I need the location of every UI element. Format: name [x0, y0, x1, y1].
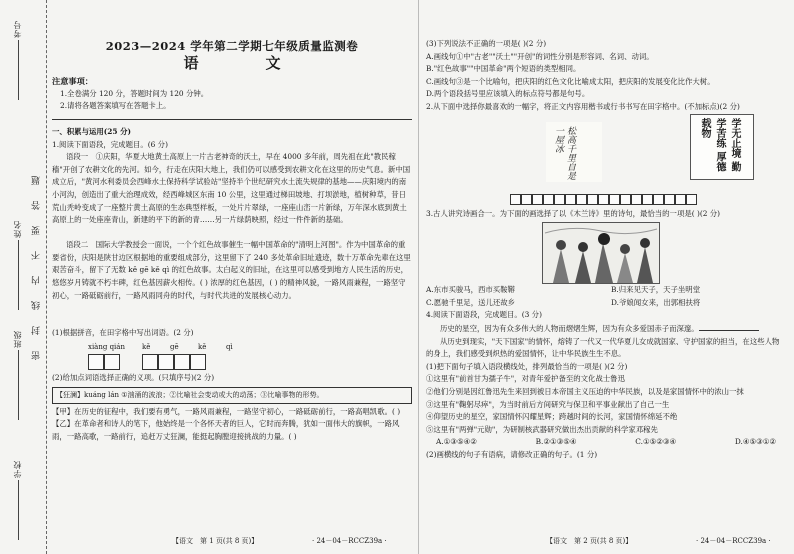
- question-1-1: (1)根据拼音，在田字格中写出词语。(2 分): [52, 328, 194, 338]
- question-1-2: (2)给加点词语选择正确的义项。(只填序号)(2 分): [52, 373, 215, 383]
- question-4-2: (2)画横线的句子有语病，请修改正确的句子。(1 分): [426, 449, 598, 459]
- pinyin-4: kě: [198, 342, 207, 351]
- question-3: 3.古人讲究诗画合一。为下面的画选择了以《木兰诗》里的诗句，最恰当的一项是( )(2 分): [426, 208, 721, 218]
- name-label: 姓名: [13, 220, 22, 238]
- school-label: 学校: [13, 460, 22, 478]
- class-label: 班级: [13, 330, 22, 348]
- mulan-illustration: [542, 222, 660, 284]
- question-1-3: (3)下列说法不正确的一项是( )(2 分): [426, 39, 547, 48]
- pinyin-3: gē: [170, 342, 179, 351]
- q4-item-2: ②他们分别是因红鲁迅先生来回到被日本帝国主义压迫的中华民族，以及是家国情怀中的浓山一抹: [426, 386, 744, 396]
- question-4-1: (1)把下面句子填入语段横线处，排列最恰当的一项是( )(2 分): [426, 361, 628, 371]
- q4-option-b: B.②①③⑤④: [535, 437, 577, 447]
- calligraphy-left: [546, 122, 602, 182]
- calligraphy-right: [690, 114, 754, 180]
- binding-strip: [0, 0, 47, 554]
- example-yi: 【乙】在革命者和诗人的笔下，他始终是一个各怀天者的巨人，它时而奔腾，犹如一面伟大的旗帜，一路风雨，一路高歌，一路前行，追赶万丈狂澜，能挺起胸膛迎接挑战的力量。( ): [52, 419, 400, 441]
- q4-item-1: ①这里有"前首甘为孺子牛"，对青年爱护备至的文化战士鲁迅: [426, 374, 625, 384]
- section-1-heading: 一、积累与运用(25 分): [52, 126, 131, 136]
- q3-option-d: D.两个语段括号里应该填入的标点符号都是句号。: [426, 89, 590, 99]
- q3main-option-d: D.爷娘闻女来，出郭相扶将: [611, 297, 701, 307]
- tianzige-row[interactable]: [88, 354, 412, 370]
- tianzige-group-1[interactable]: [88, 354, 120, 370]
- q3main-option-b: B.归来见天子，天子坐明堂: [611, 285, 701, 295]
- notice-2: 2.请将各题答案填写在答题卡上。: [60, 101, 171, 111]
- name-line: [18, 240, 19, 310]
- pinyin-row: [88, 341, 412, 354]
- q4-item-4: ④仰望历史的星空，家国情怀闪耀星辉；跨越时间的长河，家国情怀绵延不绝: [426, 412, 678, 422]
- left-page: [52, 0, 412, 554]
- calligraphy-left-text: 松高千里自是一屋冰: [553, 125, 575, 180]
- answer-blank[interactable]: [699, 322, 759, 331]
- seal-warning: 密封线内不要答题: [32, 160, 42, 360]
- exam-no-label: 考号: [13, 20, 22, 38]
- right-page: [426, 0, 786, 554]
- notice-1: 1.全卷满分 120 分，答题时间为 120 分钟。: [60, 88, 209, 98]
- pinyin-1: xiàng qián: [88, 342, 125, 351]
- q3-option-a: A.画线句①中"古老""沃土""开创"的词性分别是形容词、名词、动词。: [426, 51, 654, 61]
- page-2-code: · 24－04－RCCZ39a ·: [696, 537, 771, 546]
- q4-option-a: A.①③⑤④②: [436, 437, 477, 447]
- question-3-options: [426, 284, 786, 309]
- illustration-area: [426, 220, 786, 284]
- passage-1: 语段一 ①庆阳，华夏大地黄土高原上一片古老神奇的沃土，早在 4000 多年前，周先祖在此"教民稼穑"开创了农耕文化的先河。如今，行走在庆阳大地上，我们仍可以感受到农耕文化在这里的历史气息。新中国成立后，"黄河水利委员会西峰水土保持科学试验站"坚持半个世纪研究水土流失规律的基地——庆阳境内的南小河沟，创造出了重大治理成效，经西峰城区东南 10 公里，这里通过梯田坡地、打坝淤地，植树种草，昔日荒山秃岭变成了一座整片黄土高原的生态典型样板，一处片片翠绿，一座座山峦一片新绿，万年深水底到黄土高原上的一处座座青山，新建的平下的新的青……另一片绿荫映照，经过一件件新的基础。: [52, 152, 411, 225]
- divider: [52, 119, 412, 120]
- page-2-footer: 【语文 第 2 页(共 8 页)】: [546, 537, 633, 546]
- q3main-option-a: A.东市买骏马，西市买鞍鞯: [426, 285, 515, 295]
- crowd-drawing-icon: [543, 223, 659, 283]
- q3-option-b: B."红色故事""中国革命"两个短语的类型相同。: [426, 64, 581, 74]
- writing-grid[interactable]: [510, 194, 697, 205]
- notice-heading: 注意事项：: [52, 76, 93, 87]
- q3main-option-c: C.愿驰千里足，送儿还故乡: [426, 297, 516, 307]
- q3-option-c: C.画线句③是一个比喻句，把庆阳的红色文化比喻成太阳，把庆阳的发展变化比作大树。: [426, 76, 715, 86]
- question-1: 1.阅读下面语段，完成题目。(6 分): [52, 139, 168, 149]
- tianzige-group-2[interactable]: [142, 354, 206, 370]
- example-jia: 【甲】在历史的征程中，我们要有勇气，一路风雨兼程，一路坚守初心，一路砥砺前行，一路高唱凯歌。( ): [52, 406, 401, 416]
- q4-passage-2: 从历史到现实，"天下国家"的情怀，熔铸了一代又一代华夏儿女成就国家、守护国家的担当，在这些人物的身上，我们感受到炽热的爱国情怀，让中华民族生生不息。: [426, 336, 780, 359]
- question-4: 4.阅读下面语段，完成题目。(3 分): [426, 310, 542, 320]
- pinyin-2: kě: [142, 342, 151, 351]
- class-line: [18, 350, 19, 420]
- school-line: [18, 480, 19, 540]
- q4-item-5: ⑤这里有"两弹"元勋"，为研制核武器研究做出杰出贡献的科学家邓稼先: [426, 424, 658, 434]
- page-gutter: [418, 0, 419, 554]
- calligraphy-right-text: 学无止境 勤学苦练 厚德载物: [699, 117, 740, 172]
- q4-item-3: ③这里有"鞠躬尽瘁"，为当时前后方间研究与保卫和平事业献出了自己一生: [426, 399, 670, 409]
- question-2: 2.从下面中选择你最喜欢的一幅字，将正文内容用楷书或行书书写在田字格中。(不加标点)(2 分): [426, 101, 740, 111]
- question-4-options: [426, 436, 786, 449]
- exam-no-line: [18, 40, 19, 100]
- pinyin-5: qì: [226, 342, 233, 351]
- q4-option-c: C.①⑤②③④: [635, 437, 677, 447]
- definition-box: 【狂澜】kuáng lán ①汹涌的波浪；②比喻社会变动或大的动荡；③比喻事物的形势。: [52, 387, 412, 404]
- calligraphy-area: [426, 114, 786, 208]
- q4-option-d: D.④⑤③①②: [734, 437, 776, 447]
- passage-2: 语段二 国际大学教授会一面说，一个个红色故事催生一幅中国革命的"清明上河图"。作为中国革命的重要省份，庆阳是陕甘边区根据地的重要组成部分，这里留下了 240 多处革命旧址遗迹，数十万革命先辈在这里艰苦奋斗，留下了无数 kě gē kě qì 的红色故事。太白起义的旧址，在这里可以感受到地方人民生活的历史，悠悠岁月铸就不朽丰碑，红色基因薪火相传。( ) 浓厚的红色基因，( ) 的精神风貌，一路风雨兼程，一路坚守初心，一路砥砺前行，一路风雨同舟的时代，与时代共进的发展核心动力。: [52, 240, 411, 300]
- exam-title: 2023—2024 学年第二学期七年级质量监测卷: [105, 39, 359, 53]
- q4-passage-1: 历史的星空，因为有众多伟大的人物而熠熠生辉，因为有众多爱国赤子而深邃。: [426, 322, 786, 336]
- page-1-code: · 24－04－RCCZ39a ·: [312, 537, 387, 546]
- page-1-footer: 【语文 第 1 页(共 8 页)】: [172, 537, 259, 546]
- subject-title: 语 文: [183, 53, 307, 72]
